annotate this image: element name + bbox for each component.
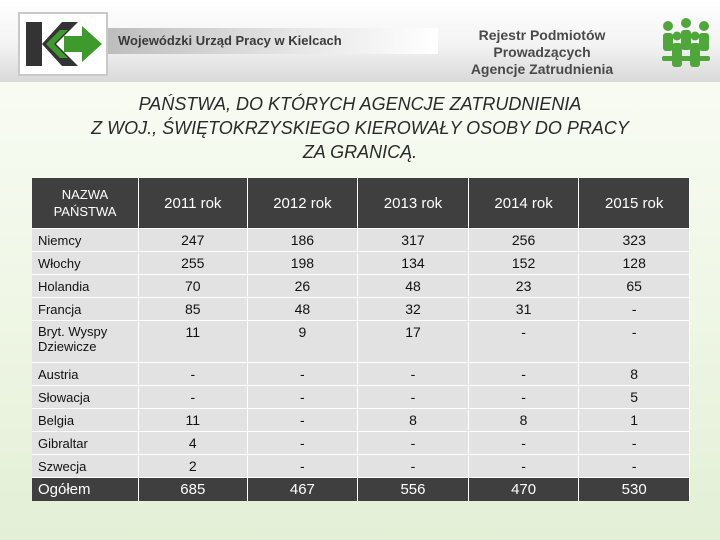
value-cell: 11	[139, 408, 248, 431]
value-cell: -	[248, 408, 359, 431]
country-name: Belgia	[32, 408, 139, 431]
value-cell: -	[579, 454, 690, 477]
table-row	[32, 362, 690, 385]
country-name: Szwecja	[32, 454, 139, 477]
column-header-2011: 2011 rok	[139, 178, 248, 228]
page-title	[30, 92, 690, 164]
value-cell: -	[248, 431, 359, 454]
table-row	[32, 385, 690, 408]
table-row	[32, 431, 690, 454]
value-cell: -	[139, 362, 248, 385]
office-logo-icon	[20, 14, 106, 74]
country-name: Niemcy	[32, 228, 139, 251]
value-cell: 198	[248, 251, 359, 274]
total-cell: 556	[358, 477, 469, 501]
column-header-country-line2: PAŃSTWA	[53, 204, 117, 219]
value-cell: 4	[139, 431, 248, 454]
country-name: Włochy	[32, 251, 139, 274]
country-name: Holandia	[32, 274, 139, 297]
country-name: Słowacja	[32, 385, 139, 408]
value-cell: 8	[469, 408, 580, 431]
value-cell: 128	[579, 251, 690, 274]
value-cell: 31	[469, 297, 580, 320]
value-cell: 8	[579, 362, 690, 385]
value-cell: -	[248, 385, 359, 408]
value-cell: -	[579, 431, 690, 454]
value-cell: -	[248, 362, 359, 385]
countries-table	[32, 178, 690, 501]
value-cell: -	[358, 385, 469, 408]
total-cell: 530	[579, 477, 690, 501]
value-cell: 11	[139, 320, 248, 362]
column-header-2014: 2014 rok	[469, 178, 580, 228]
value-cell: 48	[248, 297, 359, 320]
value-cell: 23	[469, 274, 580, 297]
value-cell: 247	[139, 228, 248, 251]
value-cell: 323	[579, 228, 690, 251]
table-row	[32, 408, 690, 431]
country-name	[32, 320, 139, 362]
registry-title-line1: Rejestr Podmiotów Prowadzących	[478, 27, 606, 60]
total-label: Ogółem	[32, 477, 139, 501]
table-row	[32, 297, 690, 320]
total-cell: 467	[248, 477, 359, 501]
value-cell: 186	[248, 228, 359, 251]
column-header-country-line1: NAZWA	[61, 187, 109, 202]
value-cell: 317	[358, 228, 469, 251]
country-name-line2: Dziewicze	[38, 339, 97, 354]
value-cell: 32	[358, 297, 469, 320]
value-cell: -	[358, 362, 469, 385]
value-cell: -	[248, 454, 359, 477]
country-name-line1: Bryt. Wyspy	[38, 324, 108, 339]
country-name: Austria	[32, 362, 139, 385]
value-cell: 85	[139, 297, 248, 320]
value-cell: -	[469, 431, 580, 454]
table-row	[32, 454, 690, 477]
value-cell: 9	[248, 320, 359, 362]
value-cell: 26	[248, 274, 359, 297]
value-cell: 2	[139, 454, 248, 477]
value-cell: 255	[139, 251, 248, 274]
total-cell: 685	[139, 477, 248, 501]
value-cell: -	[358, 454, 469, 477]
office-logo	[18, 12, 108, 76]
value-cell: 17	[358, 320, 469, 362]
registry-title	[432, 27, 652, 78]
country-name: Francja	[32, 297, 139, 320]
value-cell: -	[579, 320, 690, 362]
value-cell: -	[139, 385, 248, 408]
title-line3: ZA GRANICĄ.	[302, 142, 418, 162]
total-cell: 470	[469, 477, 580, 501]
people-logo-icon	[658, 16, 714, 72]
value-cell: 256	[469, 228, 580, 251]
value-cell: 152	[469, 251, 580, 274]
value-cell: 134	[358, 251, 469, 274]
country-name: Gibraltar	[32, 431, 139, 454]
column-header-country	[32, 178, 139, 228]
column-header-2012: 2012 rok	[248, 178, 359, 228]
title-line1: PAŃSTWA, DO KTÓRYCH AGENCJE ZATRUDNIENIA	[138, 94, 582, 114]
table-row	[32, 320, 690, 362]
office-name: Wojewódzki Urząd Pracy w Kielcach	[118, 33, 342, 48]
table-row	[32, 251, 690, 274]
table-header-row	[32, 178, 690, 228]
table-total-row	[32, 477, 690, 501]
value-cell: -	[469, 362, 580, 385]
value-cell: 8	[358, 408, 469, 431]
value-cell: -	[469, 454, 580, 477]
value-cell: 70	[139, 274, 248, 297]
value-cell: -	[579, 297, 690, 320]
table-row	[32, 228, 690, 251]
value-cell: 65	[579, 274, 690, 297]
value-cell: 48	[358, 274, 469, 297]
title-line2: Z WOJ., ŚWIĘTOKRZYSKIEGO KIEROWAŁY OSOBY DO PRACY	[91, 118, 629, 138]
value-cell: -	[358, 431, 469, 454]
header-band	[0, 0, 720, 82]
value-cell: 5	[579, 385, 690, 408]
column-header-2013: 2013 rok	[358, 178, 469, 228]
registry-title-line2: Agencje Zatrudnienia	[470, 61, 614, 77]
value-cell: 1	[579, 408, 690, 431]
value-cell: -	[469, 320, 580, 362]
value-cell: -	[469, 385, 580, 408]
column-header-2015: 2015 rok	[579, 178, 690, 228]
table-row	[32, 274, 690, 297]
